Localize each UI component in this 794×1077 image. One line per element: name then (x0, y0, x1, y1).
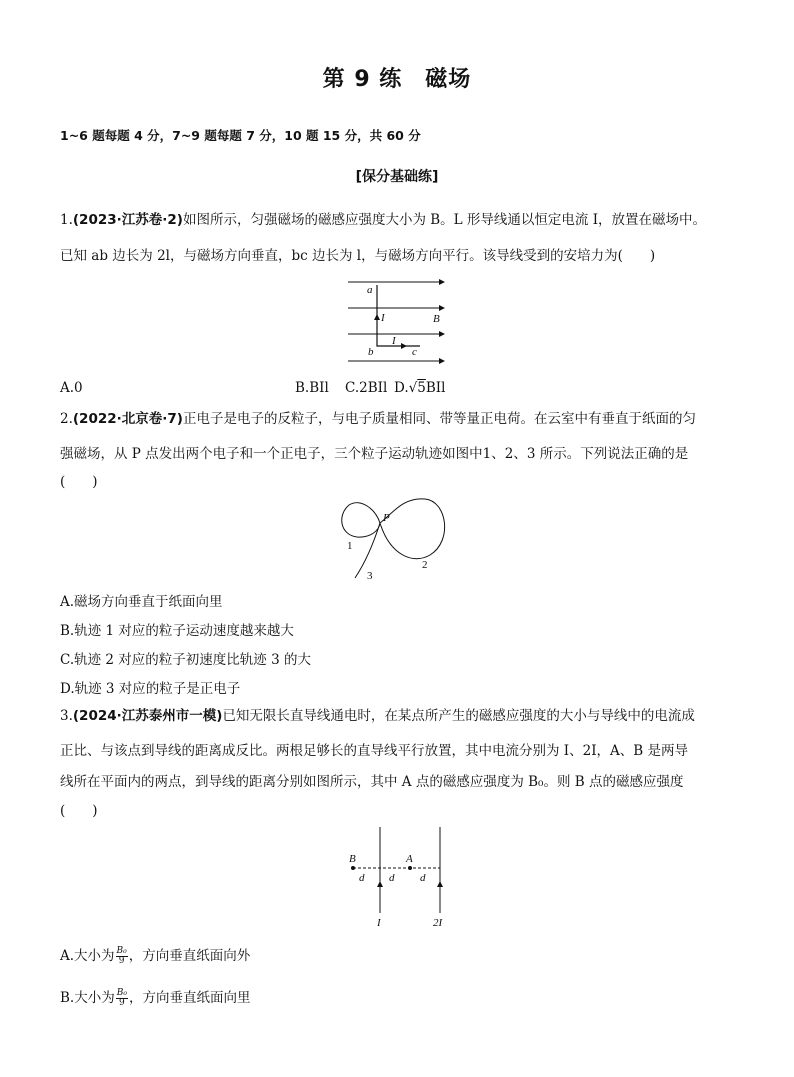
fraction-a: $\frac{\text{B₀}}{9}$ (116, 946, 127, 966)
label-trajectory-3: 3 (367, 570, 373, 582)
trajectory-1 (342, 503, 380, 537)
q3-line4: ( ) (60, 803, 98, 819)
q3-line2: 正比、与该点到导线的距离成反比。两根足够长的直导线平行放置，其中电流分别为 I、2I，A、B 是两导 (60, 743, 689, 759)
label-distance-2: d (389, 872, 395, 884)
label-point-B: B (349, 853, 356, 865)
q1-text1: 如图所示，匀强磁场的磁感应强度大小为 B。L 形导线通以恒定电流 I，放置在磁场中。 (182, 212, 707, 228)
trajectory-2 (380, 499, 445, 559)
q1-option-b[interactable]: B.BIl (295, 380, 329, 396)
q1-figure (340, 275, 450, 370)
q3-number: 3. (60, 708, 73, 724)
q1-number: 1. (60, 212, 73, 228)
q3-option-a[interactable]: A.大小为 $\frac{\text{B₀}}{9}$ ，方向垂直纸面向外 (60, 946, 251, 966)
q2-line2: 强磁场，从 P 点发出两个电子和一个正电子，三个粒子运动轨迹如图中1、2、3 所示。下列说法正确的是 (60, 446, 689, 462)
q2-number: 2. (60, 411, 73, 427)
label-b: b (368, 346, 374, 358)
label-distance-1: d (359, 872, 365, 884)
label-current-ab: I (381, 312, 385, 324)
q3-option-b[interactable]: B.大小为 $\frac{\text{B₀}}{9}$ ，方向垂直纸面向里 (60, 988, 251, 1008)
q1-option-c[interactable]: C.2BIl (345, 380, 388, 396)
sqrt-symbol-icon: √ (408, 380, 418, 396)
q2-figure (335, 493, 465, 585)
q2-option-b[interactable]: B.轨迹 1 对应的粒子运动速度越来越大 (60, 623, 294, 639)
label-c: c (412, 346, 417, 358)
label-B-field: B (433, 313, 440, 325)
q1-line2: 已知 ab 边长为 2l，与磁场方向垂直，bc 边长为 l，与磁场方向平行。该导线受到的安培力为( ) (60, 248, 656, 264)
section-title: [保分基础练] (355, 169, 439, 185)
q2-source: (2022·北京卷·7) (72, 411, 183, 427)
q2-option-d[interactable]: D.轨迹 3 对应的粒子是正电子 (60, 681, 241, 697)
q2-option-a[interactable]: A.磁场方向垂直于纸面向里 (60, 594, 223, 610)
label-current-2I: 2I (433, 917, 443, 929)
point-B-dot (351, 866, 355, 870)
q3-source: (2024·江苏泰州市一模) (72, 708, 223, 724)
q3-figure (340, 825, 455, 935)
q1-line1 (60, 210, 740, 230)
q2-option-c[interactable]: C.轨迹 2 对应的粒子初速度比轨迹 3 的大 (60, 652, 311, 668)
point-A-dot (408, 866, 412, 870)
label-point-A: A (406, 853, 413, 865)
q3-line3: 线所在平面内的两点，到导线的距离分别如图所示，其中 A 点的磁感应强度为 B₀。则 B 点的磁感应强度 (60, 774, 684, 790)
current-arrow-I (377, 881, 383, 887)
q1-option-d[interactable]: D.√5BIl (394, 380, 446, 396)
label-trajectory-1: 1 (347, 540, 353, 552)
q2-line1 (60, 409, 740, 429)
q3-line1 (60, 706, 740, 726)
current-arrow-ab (374, 314, 380, 320)
label-distance-3: d (420, 872, 426, 884)
fraction-b: $\frac{\text{B₀}}{9}$ (116, 988, 127, 1008)
q1-source: (2023·江苏卷·2) (72, 212, 183, 228)
label-P: P (383, 512, 390, 524)
q3-text1: 已知无限长直导线通电时，在某点所产生的磁感应强度的大小与导线中的电流成 (222, 708, 695, 724)
current-arrow-bc (401, 343, 407, 349)
q2-text1: 正电子是电子的反粒子，与电子质量相同、带等量正电荷。在云室中有垂直于纸面的匀 (182, 411, 696, 427)
label-trajectory-2: 2 (422, 559, 428, 571)
q1-option-a[interactable]: A.0 (60, 380, 83, 396)
score-note: 1~6 题每题 4 分，7~9 题每题 7 分，10 题 15 分，共 60 分 (60, 128, 421, 143)
label-a: a (367, 284, 373, 296)
label-current-I: I (377, 917, 381, 929)
page-title: 第 9 练 磁场 (322, 67, 472, 92)
q2-line3: ( ) (60, 474, 98, 490)
label-current-bc: I (392, 335, 396, 347)
current-arrow-2I (437, 881, 443, 887)
